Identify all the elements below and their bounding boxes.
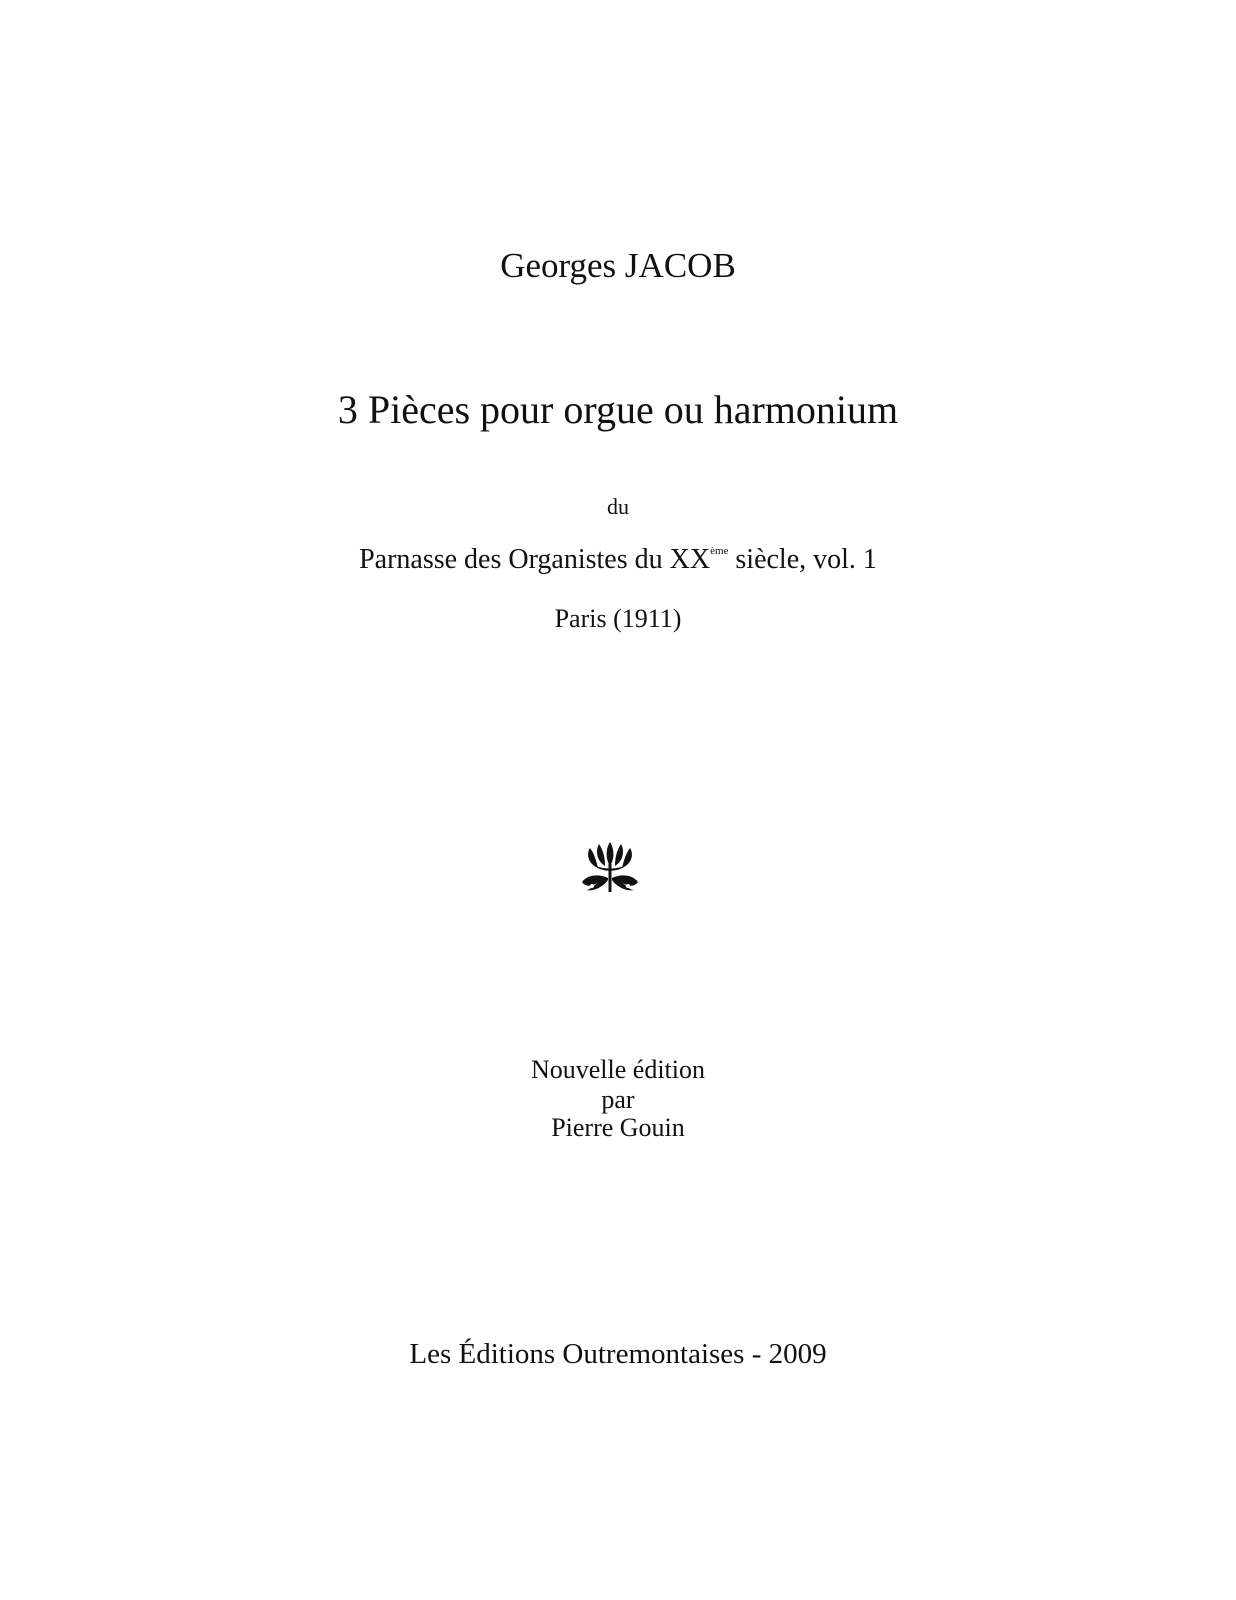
- editor-name: Pierre Gouin: [551, 1113, 685, 1142]
- composer-name: Georges JACOB: [500, 246, 736, 285]
- collection-title-suffix: siècle, vol. 1: [728, 544, 877, 575]
- place-date: Paris (1911): [554, 604, 682, 633]
- flower-ornament-icon: [580, 842, 640, 894]
- collection-title: [0, 544, 1236, 576]
- collection-title-superscript: ème: [710, 545, 729, 557]
- work-title: 3 Pièces pour orgue ou harmonium: [337, 387, 899, 432]
- connector-text: du: [607, 494, 629, 519]
- edition-by: par: [601, 1085, 635, 1114]
- publisher-line: Les Éditions Outremontaises - 2009: [409, 1338, 827, 1370]
- collection-title-prefix: Parnasse des Organistes du XX: [359, 544, 711, 575]
- edition-label: Nouvelle édition: [530, 1055, 705, 1084]
